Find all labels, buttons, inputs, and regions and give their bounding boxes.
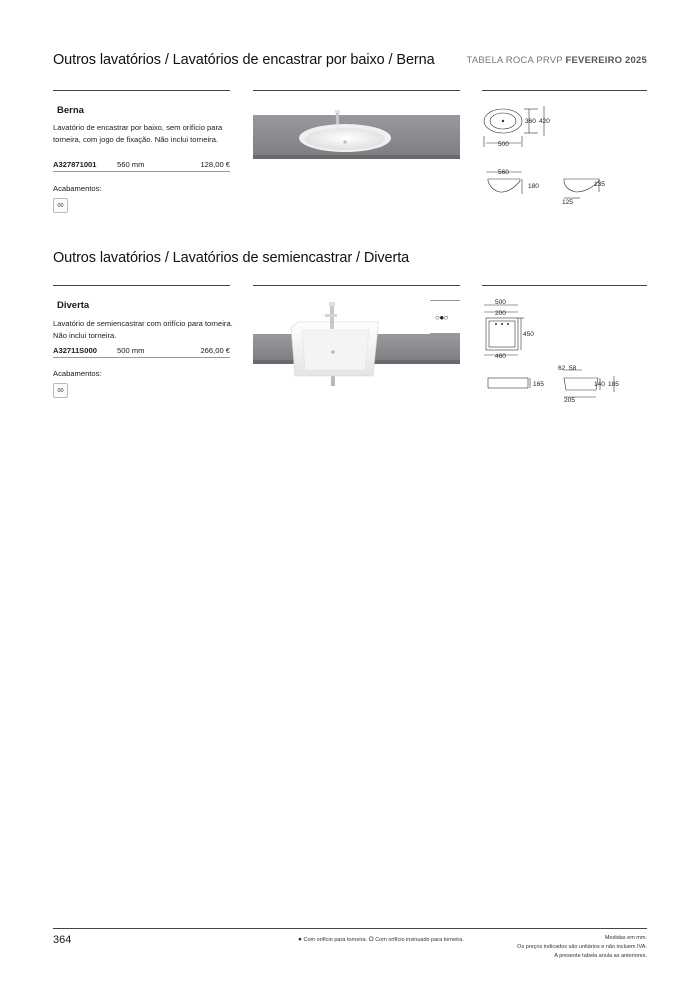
- open-circle-icon: O: [368, 936, 374, 943]
- product-price: 128,00 €: [200, 160, 230, 169]
- legend-filled-text: Com orifício para torneira.: [303, 937, 368, 943]
- product-code: A32711S000: [53, 346, 97, 355]
- divider: [253, 90, 460, 91]
- product-size: 500 mm: [117, 346, 145, 355]
- tap-hole-legend: [298, 936, 464, 943]
- berna-technical-drawing: [478, 100, 648, 210]
- dim-label: 185: [608, 381, 619, 388]
- dim-label: 420: [539, 118, 550, 125]
- dim-label: 500: [498, 141, 509, 148]
- dim-label: 205: [564, 397, 575, 404]
- catalog-name: TABELA ROCA PRVP: [466, 55, 563, 66]
- diverta-product-photo: [253, 300, 460, 388]
- berna-product-photo: [253, 110, 460, 162]
- divider: [253, 285, 460, 286]
- footer-divider: [53, 928, 647, 929]
- dim-label: 58: [569, 365, 577, 372]
- note-prices: Os preços indicados são unitários e não incluem IVA.: [517, 944, 647, 950]
- dim-label: 135: [594, 181, 605, 188]
- catalog-date: FEVEREIRO 2025: [565, 55, 647, 66]
- legend-open-text: Com orifício insinuado para torneira.: [375, 937, 464, 943]
- divider: [482, 90, 647, 91]
- divider: [53, 90, 230, 91]
- dim-label: 200: [495, 310, 506, 317]
- dim-label: 180: [528, 183, 539, 190]
- footer-notes: [447, 934, 647, 961]
- dim-label: 125: [562, 199, 573, 206]
- finish-swatch-white[interactable]: 00: [53, 383, 68, 398]
- filled-circle-icon: ●: [298, 936, 302, 943]
- divider: [53, 285, 230, 286]
- tap-hole-indicator: ○●○: [435, 313, 448, 322]
- dim-label: 140: [594, 381, 605, 388]
- dim-label: 460: [495, 353, 506, 360]
- dim-label: 560: [498, 169, 509, 176]
- dim-label: 500: [495, 299, 506, 306]
- catalog-edition: [467, 55, 647, 66]
- finish-swatch-white[interactable]: 00: [53, 198, 68, 213]
- product-code: A327871001: [53, 160, 97, 169]
- product-name: Diverta: [57, 300, 90, 311]
- divider: [53, 357, 230, 358]
- finishes-label: Acabamentos:: [53, 369, 102, 378]
- note-units: Medidas em mm.: [604, 935, 647, 941]
- product-description: Lavatório de encastrar por baixo, sem orifício para torneira, com jogo de fixação. Não inclui torneira.: [53, 123, 223, 144]
- product-size: 560 mm: [117, 160, 145, 169]
- dim-label: 450: [523, 331, 534, 338]
- product-name: Berna: [57, 105, 84, 116]
- finishes-label: Acabamentos:: [53, 184, 102, 193]
- page-title: Outros lavatórios / Lavatórios de encastrar por baixo / Berna: [53, 52, 435, 68]
- product-description: Lavatório de semiencastrar com orifício para torneira. Não inclui torneira.: [53, 319, 233, 340]
- section-title: Outros lavatórios / Lavatórios de semiencastrar / Diverta: [53, 250, 410, 266]
- dim-label: 360: [525, 118, 536, 125]
- dim-label: 165: [533, 381, 544, 388]
- product-price: 266,00 €: [200, 346, 230, 355]
- divider: [482, 285, 647, 286]
- diverta-technical-drawing: [478, 298, 648, 408]
- dim-label: 62: [558, 365, 566, 372]
- note-supersedes: A presente tabela anula as anteriores.: [554, 953, 647, 959]
- page-number: 364: [53, 934, 72, 946]
- divider: [53, 171, 230, 172]
